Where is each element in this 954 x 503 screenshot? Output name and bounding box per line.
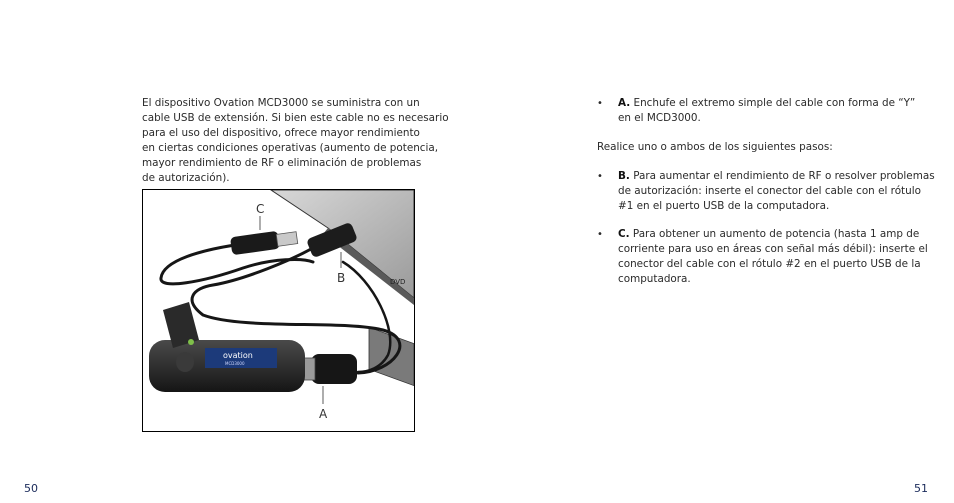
intro-line: cable USB de extensión. Si bien este cable no es necesario: [142, 112, 449, 124]
step-a-text: [618, 96, 938, 126]
step-b-line: Para aumentar el rendimiento de RF o resolver problemas: [633, 170, 935, 182]
bullet-icon: •: [597, 171, 603, 182]
callout-label-b: B: [337, 271, 346, 285]
step-b-text: [618, 169, 938, 214]
page-number-left: 50: [24, 482, 38, 495]
step-a-line: en el MCD3000.: [618, 112, 701, 124]
step-b-line: de autorización: inserte el conector del cable con el rótulo: [618, 185, 921, 197]
step-a-letter: A.: [618, 97, 631, 109]
intro-line: de autorización).: [142, 172, 230, 184]
usb-cable-illustration: [143, 190, 414, 431]
intro-line: en ciertas condiciones operativas (aumento de potencia,: [142, 142, 439, 154]
step-a-line: Enchufe el extremo simple del cable con forma de “Y”: [633, 97, 916, 109]
usb-cable-photo: [142, 189, 415, 432]
step-b-letter: B.: [618, 170, 630, 182]
intro-line: El dispositivo Ovation MCD3000 se suministra con un: [142, 97, 420, 109]
usb-connector-a: [299, 354, 357, 384]
device-brand-label: ovation: [223, 351, 253, 360]
dvd-label: DVD: [390, 278, 406, 286]
step-c-line: corriente para uso en áreas con señal más débil): inserte el: [618, 243, 928, 255]
instruction-text: Realice uno o ambos de los siguientes pasos:: [597, 141, 833, 153]
mcd3000-device: [149, 302, 305, 392]
page-number-right: 51: [914, 482, 928, 495]
bullet-icon: •: [597, 229, 603, 240]
step-c-line: conector del cable con el rótulo #2 en el puerto USB de la: [618, 258, 921, 270]
step-c-line: computadora.: [618, 273, 691, 285]
device-model-label: MCD3000: [225, 361, 245, 366]
bullet-icon: •: [597, 98, 603, 109]
intro-line: para el uso del dispositivo, ofrece mayor rendimiento: [142, 127, 420, 139]
step-b-line: #1 en el puerto USB de la computadora.: [618, 200, 830, 212]
step-c-text: [618, 227, 938, 287]
callout-label-a: A: [319, 407, 328, 421]
callout-label-c: C: [256, 202, 265, 216]
step-c-line: Para obtener un aumento de potencia (hasta 1 amp de: [632, 228, 920, 240]
usb-connector-c: [230, 231, 298, 256]
intro-line: mayor rendimiento de RF o eliminación de problemas: [142, 157, 422, 169]
step-c-letter: C.: [618, 228, 630, 240]
intro-paragraph: [142, 96, 452, 186]
